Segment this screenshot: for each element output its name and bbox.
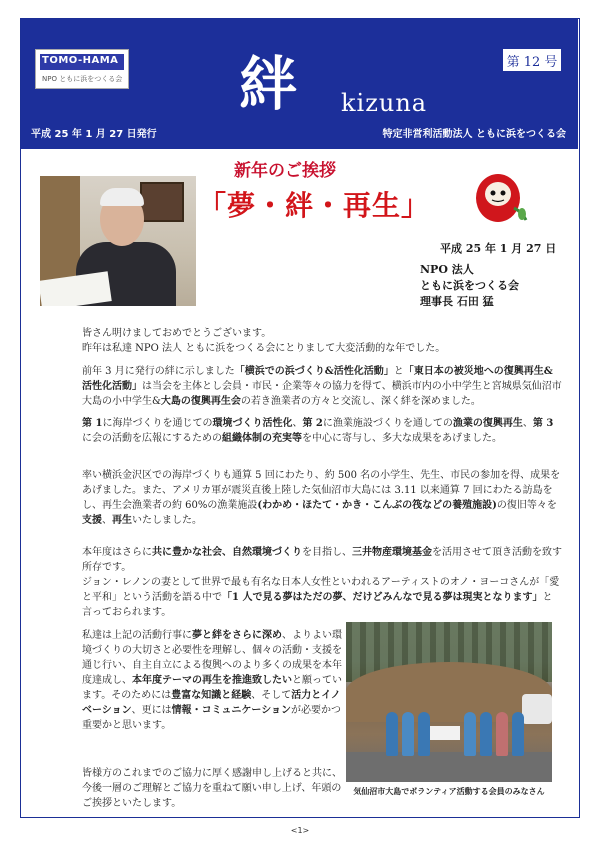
photo-banner <box>430 726 460 740</box>
p6-bold: 夢と絆をさらに深め <box>192 630 282 641</box>
page-number: <1> <box>290 826 310 835</box>
p2-text: の若き漁業者の方々と交流し、深く絆を深めました。 <box>240 396 481 407</box>
photo-volunteer <box>464 712 476 756</box>
p5-quote: 「1 人で見る夢はただの夢、だけどみんなで見る夢は現実となります」 <box>222 592 543 603</box>
p3-text: に海岸づくりを通じての <box>102 418 213 429</box>
masthead <box>21 19 578 149</box>
p6-text: 、よりよい環境づくりの大切さと必要性を理解し、個々の活動・支援を通じ行い、自主自立による復興へのより多くの成果を本年度達成し、 <box>82 630 342 686</box>
logo <box>35 49 129 89</box>
paragraph-2 <box>82 364 562 409</box>
p5-text: を活用させて頂き活動を致す所存です。 <box>82 547 562 573</box>
volunteer-photo <box>346 622 552 782</box>
p3-text: に会の活動を広報にするための <box>82 433 222 444</box>
p2-bold: 「横浜での浜づくり&活性化活動」 <box>234 366 394 377</box>
signature-block <box>420 262 519 310</box>
greeting-title: 「夢・絆・再生」 <box>198 189 431 222</box>
paragraph-6 <box>82 628 342 733</box>
p4-bold: 支援 <box>82 515 102 526</box>
p5-bold: 共に豊かな社会、自然環境づくり <box>152 547 302 558</box>
issue-badge <box>503 49 561 71</box>
p3-text: を中心に寄与し、多大な成果をあげました。 <box>302 433 502 444</box>
signature-line-2: ともに浜をつくる会 <box>420 279 519 292</box>
p4-text: いたしました。 <box>132 515 202 526</box>
p3-bold: 漁業の復興再生 <box>452 418 523 429</box>
p2-text: 前年 3 月に発行の絆に示しました <box>82 366 235 377</box>
logo-subtext: NPO ともに浜をつくる会 <box>42 75 123 83</box>
p6-bold: 豊富な知識と経験 <box>171 690 252 701</box>
signature-line-3: 理事長 石田 猛 <box>420 295 494 308</box>
p3-bold: 第 3 <box>532 418 554 429</box>
p4-bold: (わかめ・ほたて・かき・こんぶの筏などの養殖施設) <box>257 500 497 511</box>
paragraph-5 <box>82 545 562 620</box>
issue-number: 第 12 号 <box>506 55 558 70</box>
issue-date: 平成 25 年 1 月 27 日発行 <box>31 129 157 140</box>
p5-bold: 三井物産環境基金 <box>352 547 432 558</box>
photo-volunteer <box>480 712 492 756</box>
p2-bold: 大島の復興再生会 <box>160 396 241 407</box>
photo-volunteer <box>512 712 524 756</box>
photo-volunteer <box>418 712 430 756</box>
p3-bold: 第 1 <box>82 418 103 429</box>
daruma-icon <box>470 168 530 224</box>
greeting-heading: 新年のご挨拶 <box>234 161 336 181</box>
photo-wall-frame <box>140 182 184 222</box>
photo-person-hair <box>100 188 144 206</box>
p5-text: と言っておられます。 <box>82 592 553 618</box>
p4-text: 、 <box>102 515 112 526</box>
paragraph-4 <box>82 468 562 528</box>
photo-ground <box>346 752 552 782</box>
newsletter-title-roman: kizuna <box>341 89 428 117</box>
p5-text: ジョン・レノンの妻として世界で最も有名な日本人女性といわれるアーティストのオノ・ヨーコさんが「愛と平和」という活動を語る中で <box>82 577 560 603</box>
paragraph-1-line-1: 皆さん明けましておめでとうございます。 <box>82 328 272 339</box>
logo-text: TOMO-HAMA <box>42 55 119 66</box>
p2-text: と <box>393 366 404 377</box>
publisher-name: 特定非営利活動法人 ともに浜をつくる会 <box>382 129 566 140</box>
photo-car <box>522 694 552 724</box>
newsletter-title: 絆 <box>239 50 298 118</box>
p6-bold: 情報・コミュニケーション <box>171 705 292 716</box>
p4-text: 率い横浜金沢区での海岸づくりも通算 5 回にわたり、約 500 名の小学生、先生、市民の参加を得、成果をあげました。また、アメリカ軍が震災直後上陸した気仙沼市大島には 3.11 以来通算 7 回にわたる訪島をし、再生会漁業者の約 60%の漁業施設 <box>82 470 561 511</box>
p5-text: 本年度はさらに <box>82 547 152 558</box>
p3-text: に漁業施設づくりを通しての <box>322 418 453 429</box>
p3-bold: 環境づくり活性化 <box>212 418 293 429</box>
paragraph-1 <box>82 326 562 356</box>
photo-caption: 気仙沼市大島でボランティア活動する会員のみなさん <box>353 787 545 796</box>
p5-text: を目指し、 <box>302 547 352 558</box>
p6-text: 、そして <box>251 690 292 701</box>
paragraph-7: 皆様方のこれまでのご協力に厚く感謝申し上げると共に、今後一層のご理解とご協力を重ねて願い申し上げ、年頭のご挨拶といたします。 <box>82 768 342 809</box>
p6-text: が必要かつ重要かと思います。 <box>82 705 342 731</box>
photo-volunteer <box>496 712 508 756</box>
signature-line-1: NPO 法人 <box>420 263 474 276</box>
p6-bold: 本年度テーマの再生を推進致したい <box>132 675 292 686</box>
paragraph-1-line-2: 昨年は私達 NPO 法人 ともに浜をつくる会にとりまして大変活動的な年でした。 <box>82 343 446 354</box>
photo-volunteer <box>386 712 398 756</box>
p4-bold: 再生 <box>112 515 132 526</box>
p2-bold: 「東日本の被災地への復興再生&活性化活動」 <box>82 366 553 392</box>
p2-text: は当会を主体とし会員・市民・企業等々の協力を得て、横浜市内の小中学生と宮城県気仙沼市大島の小中学生& <box>82 381 562 407</box>
p6-text: 、更には <box>131 705 172 716</box>
p3-bold: 第 2 <box>302 418 323 429</box>
paragraph-3 <box>82 416 562 446</box>
p6-bold: 活力とイノベーション <box>82 690 341 716</box>
p3-text: 、 <box>522 418 533 429</box>
p6-text: と願っています。そのためには <box>82 675 342 701</box>
p6-text: 私達は上記の活動行事に <box>82 630 192 641</box>
p4-text: の復旧等々を <box>496 500 557 511</box>
p3-text: 、 <box>292 418 303 429</box>
letter-date: 平成 25 年 1 月 27 日 <box>440 242 557 255</box>
photo-volunteer <box>402 712 414 756</box>
p3-bold: 組織体制の充実等 <box>222 433 302 444</box>
chairman-photo <box>40 176 196 306</box>
